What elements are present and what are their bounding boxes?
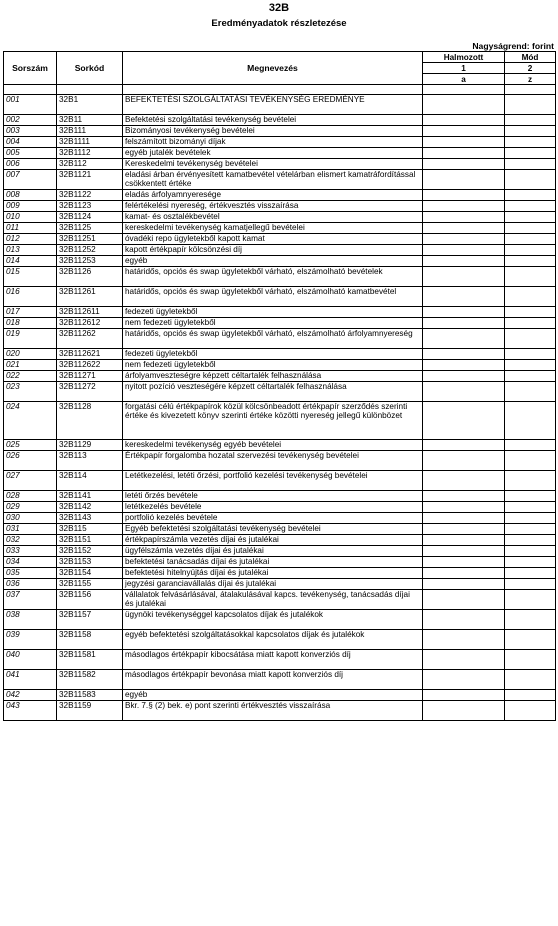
row-sorkod: 32B115 (57, 524, 123, 535)
table-row (4, 440, 556, 451)
table-row (4, 307, 556, 318)
table-row (4, 557, 556, 568)
unit-label: Nagyságrend: forint (472, 41, 554, 51)
row-mod-value[interactable] (505, 590, 556, 610)
row-megnevezes: felértékelési nyereség, értékvesztés visszaírása (123, 201, 423, 212)
row-sorszam: 026 (4, 451, 57, 471)
table-row (4, 223, 556, 234)
row-mod-value[interactable] (505, 502, 556, 513)
row-sorszam: 017 (4, 307, 57, 318)
row-megnevezes: egyéb (123, 256, 423, 267)
row-sorszam: 029 (4, 502, 57, 513)
table-row (4, 201, 556, 212)
row-sorkod: 32B1141 (57, 491, 123, 502)
row-sorkod: 32B112621 (57, 349, 123, 360)
row-mod-value[interactable] (505, 256, 556, 267)
row-megnevezes: kereskedelmi tevékenység egyéb bevételei (123, 440, 423, 451)
row-megnevezes: határidős, opciós és swap ügyletekből várható, elszámolható bevételek (123, 267, 423, 287)
row-mod-value[interactable] (505, 148, 556, 159)
row-sorszam: 018 (4, 318, 57, 329)
data-table (3, 51, 556, 721)
row-megnevezes: nyitott pozíció veszteségére képzett céltartalék felhasználása (123, 382, 423, 402)
row-megnevezes: Befektetési szolgáltatási tevékenység bevételei (123, 115, 423, 126)
row-halmozott-value[interactable] (423, 502, 505, 513)
row-sorkod: 32B1 (57, 95, 123, 115)
row-megnevezes: kamat- és osztalékbevétel (123, 212, 423, 223)
row-sorkod: 32B1143 (57, 513, 123, 524)
row-megnevezes: letéti őrzés bevétele (123, 491, 423, 502)
table-row (4, 670, 556, 690)
row-sorszam: 042 (4, 690, 57, 701)
row-megnevezes: kapott értékpapír kölcsönzési díj (123, 245, 423, 256)
row-halmozott-value[interactable] (423, 349, 505, 360)
row-sorszam: 032 (4, 535, 57, 546)
row-halmozott-value[interactable] (423, 650, 505, 670)
row-sorszam: 007 (4, 170, 57, 190)
row-megnevezes: határidős, opciós és swap ügyletekből várható, elszámolható kamatbevétel (123, 287, 423, 307)
row-sorkod: 32B112 (57, 159, 123, 170)
form-title: Eredményadatok részletezése (211, 18, 347, 29)
row-halmozott-value[interactable] (423, 670, 505, 690)
table-row (4, 535, 556, 546)
row-halmozott-value[interactable] (423, 212, 505, 223)
row-sorkod: 32B1152 (57, 546, 123, 557)
row-sorkod: 32B11262 (57, 329, 123, 349)
table-row (4, 329, 556, 349)
header-mod-num: 2 (505, 63, 556, 74)
row-mod-value[interactable] (505, 245, 556, 256)
row-halmozott-value[interactable] (423, 402, 505, 440)
row-sorkod: 32B1111 (57, 137, 123, 148)
row-mod-value[interactable] (505, 137, 556, 148)
row-halmozott-value[interactable] (423, 318, 505, 329)
row-sorkod: 32B1153 (57, 557, 123, 568)
row-megnevezes: egyéb jutalék bevételek (123, 148, 423, 159)
row-megnevezes: Értékpapír forgalomba hozatal szervezési tevékenység bevételei (123, 451, 423, 471)
row-sorkod: 32B11261 (57, 287, 123, 307)
row-megnevezes: egyéb (123, 690, 423, 701)
table-row (4, 212, 556, 223)
row-sorszam: 022 (4, 371, 57, 382)
row-sorszam: 005 (4, 148, 57, 159)
row-sorkod: 32B11272 (57, 382, 123, 402)
table-row (4, 502, 556, 513)
row-megnevezes: Kereskedelmi tevékenység bevételei (123, 159, 423, 170)
row-halmozott-value[interactable] (423, 126, 505, 137)
row-halmozott-value[interactable] (423, 524, 505, 535)
table-row (4, 170, 556, 190)
row-mod-value[interactable] (505, 513, 556, 524)
row-sorszam: 027 (4, 471, 57, 491)
row-megnevezes: portfolió kezelés bevétele (123, 513, 423, 524)
row-megnevezes: letétkezelés bevétele (123, 502, 423, 513)
row-sorszam: 037 (4, 590, 57, 610)
header-halmozott: Halmozott (423, 52, 505, 63)
row-mod-value[interactable] (505, 95, 556, 115)
row-megnevezes: fedezeti ügyletekből (123, 307, 423, 318)
row-halmozott-value[interactable] (423, 115, 505, 126)
table-row (4, 382, 556, 402)
row-mod-value[interactable] (505, 159, 556, 170)
row-halmozott-value[interactable] (423, 610, 505, 630)
table-row (4, 513, 556, 524)
row-sorszam: 019 (4, 329, 57, 349)
row-mod-value[interactable] (505, 491, 556, 502)
row-halmozott-value[interactable] (423, 287, 505, 307)
row-mod-value[interactable] (505, 557, 556, 568)
row-sorszam: 012 (4, 234, 57, 245)
row-megnevezes: egyéb befektetési szolgáltatásokkal kapcsolatos díjak és jutalékok (123, 630, 423, 650)
row-mod-value[interactable] (505, 701, 556, 721)
row-sorkod: 32B1123 (57, 201, 123, 212)
row-mod-value[interactable] (505, 670, 556, 690)
row-sorkod: 32B111 (57, 126, 123, 137)
row-halmozott-value[interactable] (423, 590, 505, 610)
row-halmozott-value[interactable] (423, 148, 505, 159)
row-megnevezes: óvadéki repo ügyletekből kapott kamat (123, 234, 423, 245)
row-sorkod: 32B1129 (57, 440, 123, 451)
row-mod-value[interactable] (505, 579, 556, 590)
row-megnevezes: Egyéb befektetési szolgáltatási tevékenység bevételei (123, 524, 423, 535)
row-halmozott-value[interactable] (423, 159, 505, 170)
row-megnevezes: nem fedezeti ügyletekből (123, 318, 423, 329)
row-halmozott-value[interactable] (423, 267, 505, 287)
row-mod-value[interactable] (505, 349, 556, 360)
row-halmozott-value[interactable] (423, 95, 505, 115)
row-sorkod: 32B1128 (57, 402, 123, 440)
row-sorszam: 010 (4, 212, 57, 223)
row-megnevezes: befektetési tanácsadás díjai és jutalékai (123, 557, 423, 568)
row-halmozott-value[interactable] (423, 201, 505, 212)
row-sorszam: 002 (4, 115, 57, 126)
row-mod-value[interactable] (505, 402, 556, 440)
row-megnevezes: eladási árban érvényesített kamatbevétel vételárban elismert kamatráfordítással csökkentett értéke (123, 170, 423, 190)
row-sorszam: 008 (4, 190, 57, 201)
header-halmozott-num: 1 (423, 63, 505, 74)
row-megnevezes: ügynöki tevékenységgel kapcsolatos díjak és jutalékok (123, 610, 423, 630)
table-row (4, 690, 556, 701)
row-sorszam: 014 (4, 256, 57, 267)
row-sorkod: 32B11581 (57, 650, 123, 670)
header-mod: Mód (505, 52, 556, 63)
row-sorszam: 016 (4, 287, 57, 307)
row-halmozott-value[interactable] (423, 513, 505, 524)
row-megnevezes: felszámított bizományi díjak (123, 137, 423, 148)
row-sorkod: 32B11271 (57, 371, 123, 382)
table-body (4, 85, 556, 721)
row-halmozott-value[interactable] (423, 329, 505, 349)
row-sorkod: 32B1126 (57, 267, 123, 287)
row-mod-value[interactable] (505, 234, 556, 245)
row-sorszam: 004 (4, 137, 57, 148)
row-mod-value[interactable] (505, 524, 556, 535)
row-mod-value[interactable] (505, 115, 556, 126)
row-sorkod: 32B11583 (57, 690, 123, 701)
table-row (4, 568, 556, 579)
table-row (4, 287, 556, 307)
row-halmozott-value[interactable] (423, 245, 505, 256)
row-mod-value[interactable] (505, 382, 556, 402)
row-halmozott-value[interactable] (423, 223, 505, 234)
table-row (4, 349, 556, 360)
row-sorkod: 32B113 (57, 451, 123, 471)
row-mod-value[interactable] (505, 371, 556, 382)
table-row (4, 115, 556, 126)
row-mod-value[interactable] (505, 170, 556, 190)
row-halmozott-value[interactable] (423, 360, 505, 371)
table-row (4, 159, 556, 170)
row-mod-value[interactable] (505, 212, 556, 223)
table-row (4, 546, 556, 557)
row-megnevezes: Bizományosi tevékenység bevételei (123, 126, 423, 137)
row-halmozott-value[interactable] (423, 491, 505, 502)
row-sorkod: 32B1159 (57, 701, 123, 721)
row-sorszam: 035 (4, 568, 57, 579)
table-row (4, 402, 556, 440)
row-sorszam: 038 (4, 610, 57, 630)
row-megnevezes: árfolyamveszteségre képzett céltartalék felhasználása (123, 371, 423, 382)
row-sorkod: 32B112612 (57, 318, 123, 329)
row-halmozott-value[interactable] (423, 546, 505, 557)
row-mod-value[interactable] (505, 471, 556, 491)
table-row (4, 137, 556, 148)
row-sorkod: 32B1124 (57, 212, 123, 223)
row-halmozott-value[interactable] (423, 170, 505, 190)
header-mod-letter: z (505, 74, 556, 85)
row-halmozott-value[interactable] (423, 371, 505, 382)
row-sorkod: 32B112611 (57, 307, 123, 318)
row-megnevezes: Letétkezelési, letéti őrzési, portfolió kezelési tevékenység bevételei (123, 471, 423, 491)
row-sorkod: 32B1142 (57, 502, 123, 513)
row-mod-value[interactable] (505, 440, 556, 451)
row-sorszam: 021 (4, 360, 57, 371)
row-sorszam: 020 (4, 349, 57, 360)
row-sorszam: 023 (4, 382, 57, 402)
row-halmozott-value[interactable] (423, 568, 505, 579)
row-megnevezes: nem fedezeti ügyletekből (123, 360, 423, 371)
row-sorszam: 041 (4, 670, 57, 690)
table-row (4, 318, 556, 329)
row-halmozott-value[interactable] (423, 690, 505, 701)
row-halmozott-value[interactable] (423, 137, 505, 148)
table-row (4, 245, 556, 256)
row-megnevezes: BEFEKTETÉSI SZOLGÁLTATÁSI TEVÉKENYSÉG EREDMÉNYE (123, 95, 423, 115)
row-sorkod: 32B1154 (57, 568, 123, 579)
header-megnevezes: Megnevezés (123, 52, 423, 85)
row-mod-value[interactable] (505, 201, 556, 212)
row-sorszam: 009 (4, 201, 57, 212)
row-megnevezes: vállalatok felvásárlásával, átalakulásával kapcs. tevékenység, tanácsadás díjai és jutalékai (123, 590, 423, 610)
row-halmozott-value[interactable] (423, 557, 505, 568)
table-row (4, 267, 556, 287)
row-mod-value[interactable] (505, 568, 556, 579)
row-sorszam: 031 (4, 524, 57, 535)
row-megnevezes: fedezeti ügyletekből (123, 349, 423, 360)
row-sorszam: 015 (4, 267, 57, 287)
row-halmozott-value[interactable] (423, 535, 505, 546)
row-sorkod: 32B112622 (57, 360, 123, 371)
row-sorkod: 32B1157 (57, 610, 123, 630)
row-mod-value[interactable] (505, 126, 556, 137)
header-halmozott-letter: a (423, 74, 505, 85)
row-megnevezes: másodlagos értékpapír kibocsátása miatt kapott konverziós díj (123, 650, 423, 670)
row-sorkod: 32B1122 (57, 190, 123, 201)
row-sorkod: 32B11253 (57, 256, 123, 267)
table-row (4, 701, 556, 721)
table-row (4, 234, 556, 245)
row-sorszam: 036 (4, 579, 57, 590)
form-code: 32B (268, 2, 290, 14)
row-mod-value[interactable] (505, 190, 556, 201)
row-sorszam: 006 (4, 159, 57, 170)
row-sorkod: 32B1125 (57, 223, 123, 234)
row-sorkod: 32B11582 (57, 670, 123, 690)
row-sorkod: 32B1112 (57, 148, 123, 159)
row-mod-value[interactable] (505, 287, 556, 307)
header-sorkod: Sorkód (57, 52, 123, 85)
row-megnevezes: értékpapírszámla vezetés díjai és jutalékai (123, 535, 423, 546)
row-sorszam: 040 (4, 650, 57, 670)
table-row (4, 491, 556, 502)
table-row (4, 256, 556, 267)
row-halmozott-value[interactable] (423, 234, 505, 245)
table-row (4, 126, 556, 137)
table-row (4, 360, 556, 371)
row-halmozott-value[interactable] (423, 440, 505, 451)
row-sorszam: 024 (4, 402, 57, 440)
row-mod-value[interactable] (505, 451, 556, 471)
table-row (4, 524, 556, 535)
table-row (4, 590, 556, 610)
row-halmozott-value[interactable] (423, 471, 505, 491)
table-row (4, 95, 556, 115)
table-row (4, 471, 556, 491)
row-mod-value[interactable] (505, 318, 556, 329)
row-halmozott-value[interactable] (423, 307, 505, 318)
row-sorkod: 32B1121 (57, 170, 123, 190)
row-megnevezes: eladás árfolyamnyeresége (123, 190, 423, 201)
row-megnevezes: forgatási célú értékpapírok közül kölcsönbeadott értékpapír szerződés szerinti értéke és kivezetett könyv szerinti értéke közötti nyereség jellegű különbözet (123, 402, 423, 440)
row-mod-value[interactable] (505, 610, 556, 630)
row-sorszam: 025 (4, 440, 57, 451)
row-mod-value[interactable] (505, 546, 556, 557)
table-row (4, 579, 556, 590)
table-row (4, 650, 556, 670)
row-sorkod: 32B11 (57, 115, 123, 126)
table-row (4, 610, 556, 630)
row-mod-value[interactable] (505, 267, 556, 287)
row-sorkod: 32B1155 (57, 579, 123, 590)
row-megnevezes: Bkr. 7.§ (2) bek. e) pont szerinti értékvesztés visszaírása (123, 701, 423, 721)
row-sorkod: 32B1158 (57, 630, 123, 650)
row-sorszam: 039 (4, 630, 57, 650)
row-mod-value[interactable] (505, 650, 556, 670)
row-sorkod: 32B1156 (57, 590, 123, 610)
row-mod-value[interactable] (505, 360, 556, 371)
row-halmozott-value[interactable] (423, 701, 505, 721)
row-mod-value[interactable] (505, 630, 556, 650)
row-sorszam: 003 (4, 126, 57, 137)
row-sorszam: 030 (4, 513, 57, 524)
row-sorszam: 034 (4, 557, 57, 568)
row-sorkod: 32B11251 (57, 234, 123, 245)
row-mod-value[interactable] (505, 329, 556, 349)
row-megnevezes: ügyfélszámla vezetés díjai és jutalékai (123, 546, 423, 557)
row-megnevezes: befektetési hitelnyújtás díjai és jutalékai (123, 568, 423, 579)
row-megnevezes: másodlagos értékpapír bevonása miatt kapott konverziós díj (123, 670, 423, 690)
row-sorszam: 043 (4, 701, 57, 721)
row-sorszam: 001 (4, 95, 57, 115)
table-row (4, 630, 556, 650)
row-megnevezes: kereskedelmi tevékenység kamatjellegű bevételei (123, 223, 423, 234)
table-row (4, 148, 556, 159)
row-mod-value[interactable] (505, 690, 556, 701)
row-sorszam: 013 (4, 245, 57, 256)
row-sorszam: 028 (4, 491, 57, 502)
row-sorszam: 033 (4, 546, 57, 557)
row-megnevezes: jegyzési garanciavállalás díjai és jutalékai (123, 579, 423, 590)
row-sorszam: 011 (4, 223, 57, 234)
row-mod-value[interactable] (505, 307, 556, 318)
table-row (4, 371, 556, 382)
table-row (4, 451, 556, 471)
row-halmozott-value[interactable] (423, 579, 505, 590)
row-halmozott-value[interactable] (423, 451, 505, 471)
row-halmozott-value[interactable] (423, 382, 505, 402)
row-halmozott-value[interactable] (423, 630, 505, 650)
row-sorkod: 32B1151 (57, 535, 123, 546)
row-sorkod: 32B11252 (57, 245, 123, 256)
row-mod-value[interactable] (505, 535, 556, 546)
row-megnevezes: határidős, opciós és swap ügyletekből várható, elszámolható árfolyamnyereség (123, 329, 423, 349)
row-halmozott-value[interactable] (423, 256, 505, 267)
header-sorszam: Sorszám (4, 52, 57, 85)
table-row (4, 190, 556, 201)
row-sorkod: 32B114 (57, 471, 123, 491)
row-mod-value[interactable] (505, 223, 556, 234)
row-halmozott-value[interactable] (423, 190, 505, 201)
